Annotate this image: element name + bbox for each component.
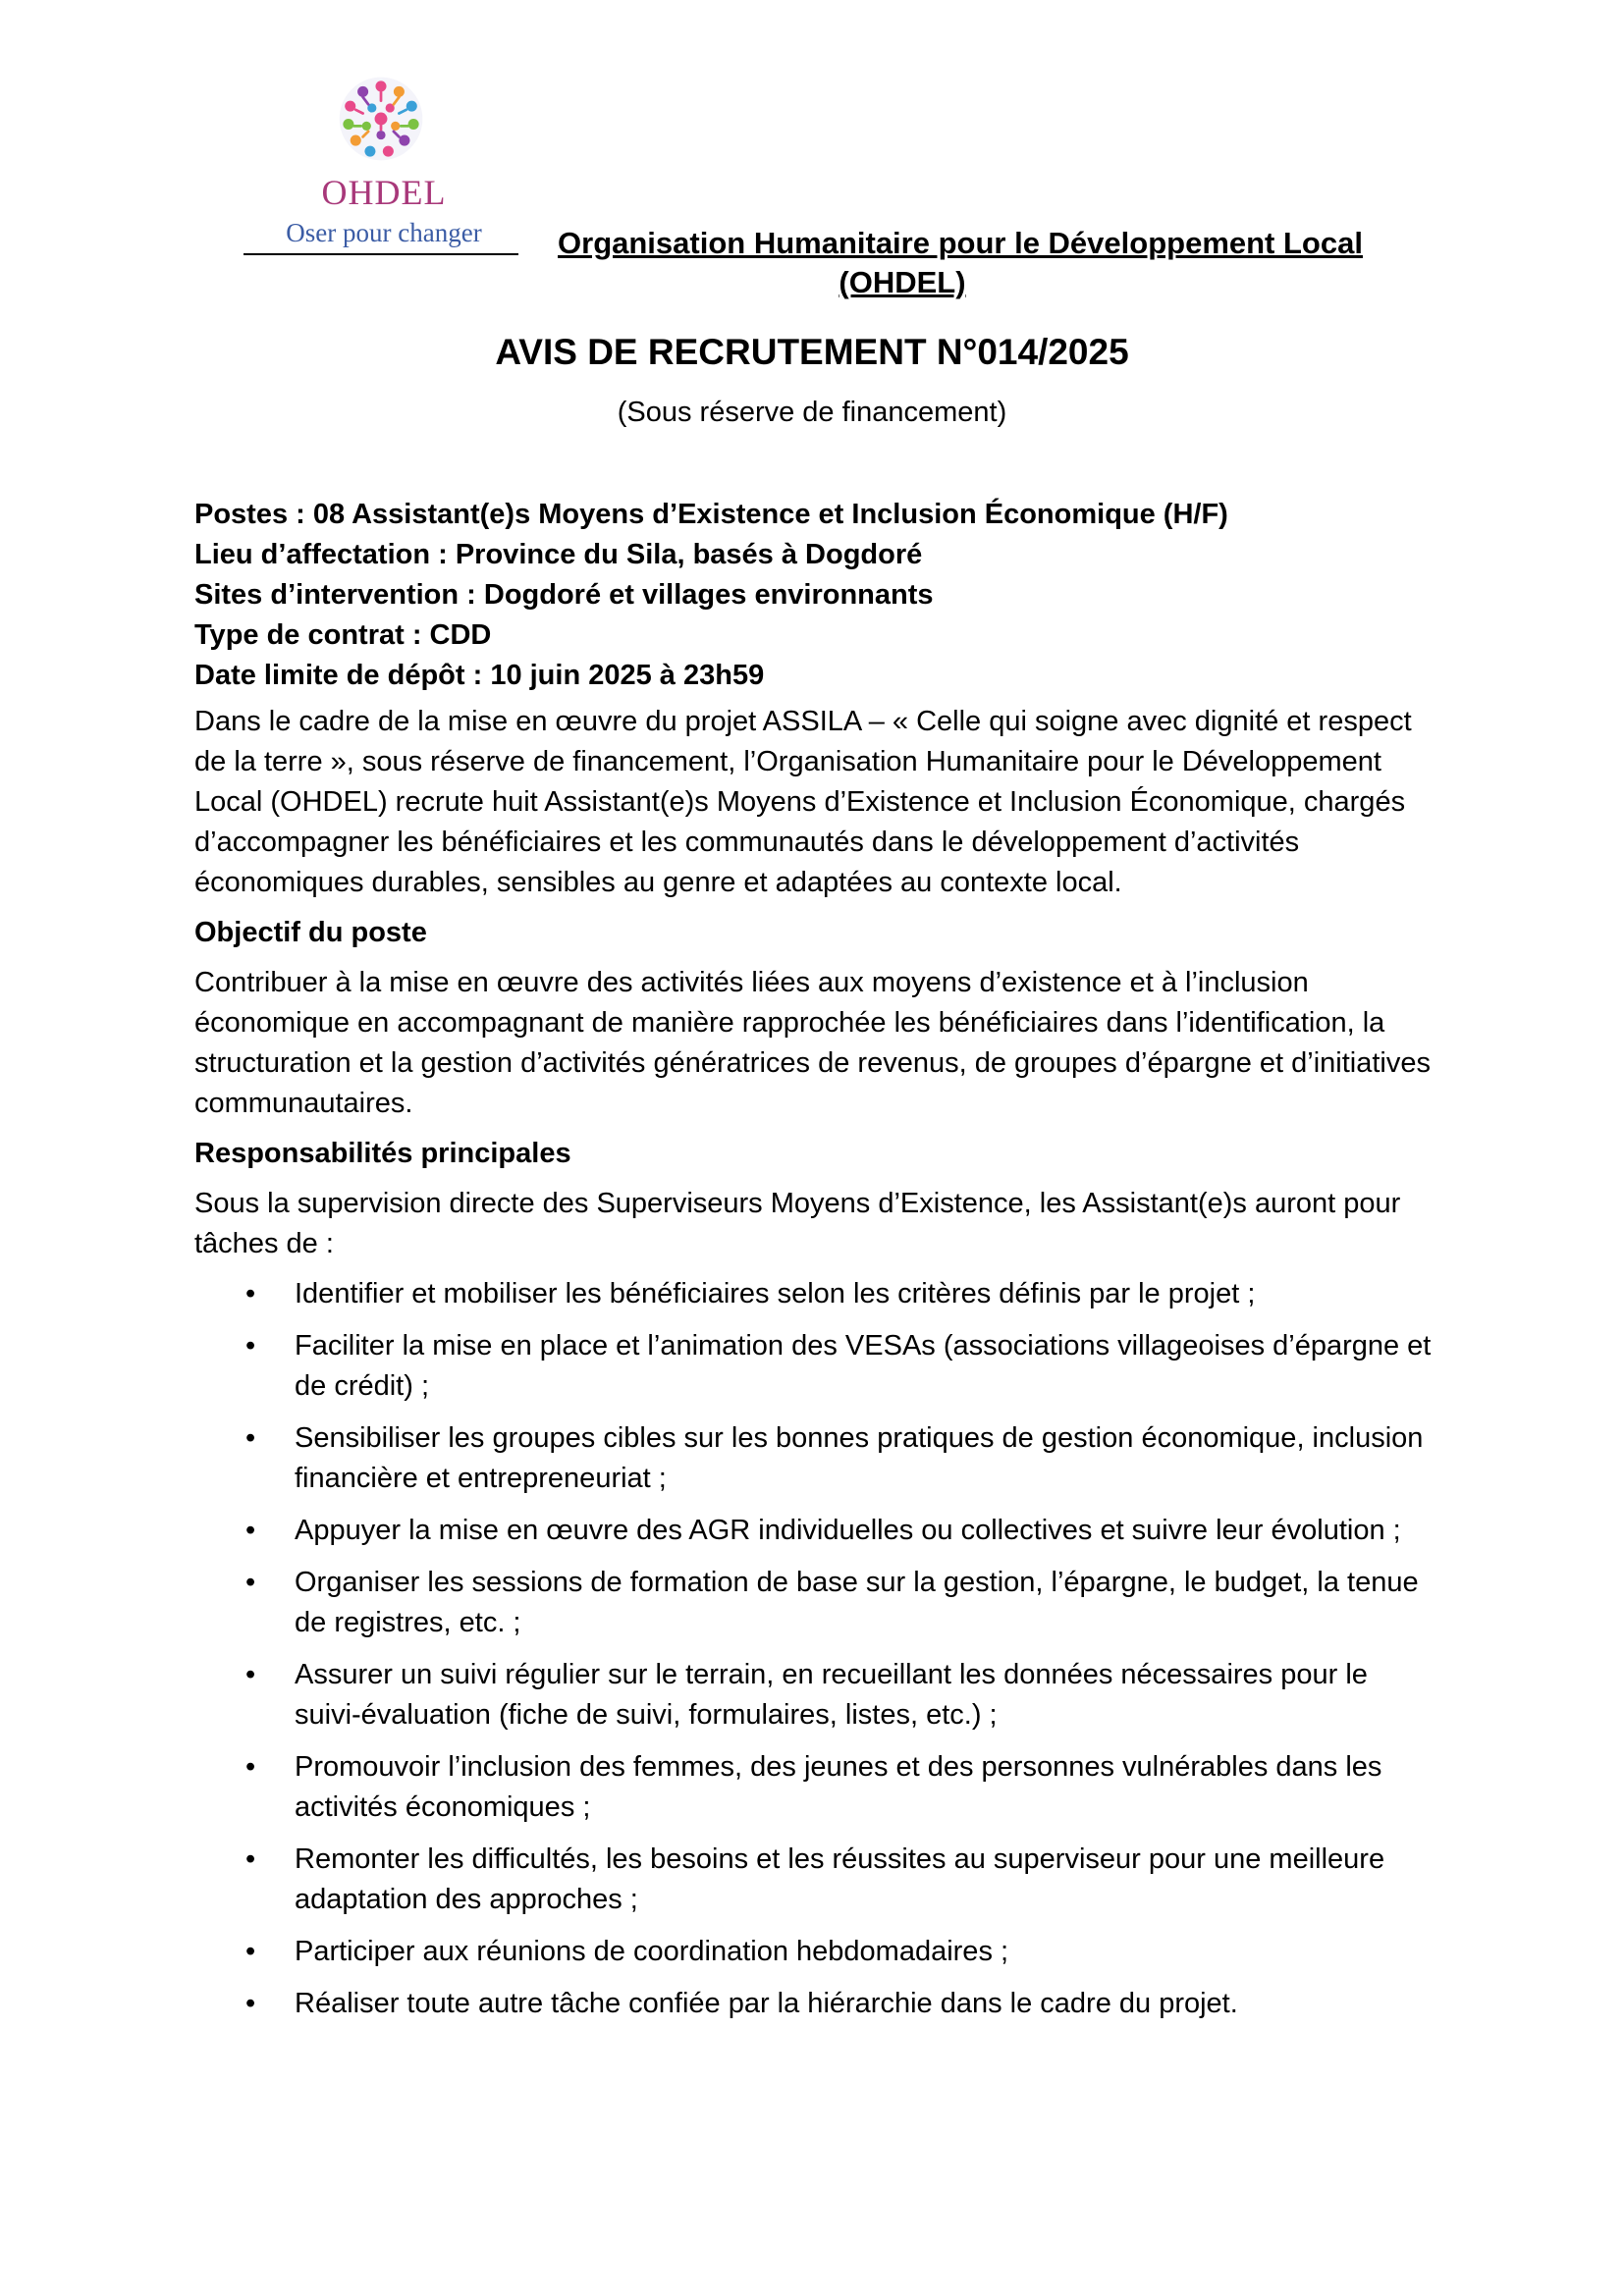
list-item <box>194 1418 1441 1499</box>
bullet-icon: • <box>245 1751 256 1783</box>
detail-deadline: Date limite de dépôt : 10 juin 2025 à 23h59 <box>194 660 765 691</box>
bullet-icon: • <box>245 1422 256 1454</box>
list-item <box>194 1747 1441 1828</box>
list-item <box>194 1326 1441 1407</box>
bullet-icon: • <box>245 1515 256 1546</box>
detail-location: Lieu d’affectation : Province du Sila, basés à Dogdoré <box>194 539 923 570</box>
bullet-icon: • <box>245 1843 256 1875</box>
list-item-text: Assurer un suivi régulier sur le terrain, en recueillant les données nécessaires pour le suivi-évaluation (fiche de suivi, formulaires, listes, etc.) ; <box>295 1659 1368 1731</box>
list-item-text: Organiser les sessions de formation de base sur la gestion, l’épargne, le budget, la tenue de registres, etc. ; <box>295 1567 1419 1638</box>
notice-subtitle: (Sous réserve de financement) <box>617 397 1007 428</box>
list-item <box>194 1840 1441 1920</box>
list-item <box>194 1984 1441 2024</box>
list-item-text: Appuyer la mise en œuvre des AGR individuelles ou collectives et suivre leur évolution ; <box>295 1515 1401 1546</box>
responsibilities-heading: Responsabilités principales <box>194 1138 571 1169</box>
intro-paragraph: Dans le cadre de la mise en œuvre du projet ASSILA – « Celle qui soigne avec dignité et respect de la terre », sous réserve de financement, l’Organisation Humanitaire pour le Développement Local (OHDEL) recrute huit Assistant(e)s Moyens d’Existence et Inclusion Économique, chargés d’accompagner les bénéficiaires et les communautés dans le développement d’activités économiques durables, sensibles au genre et adaptées au contexte local. <box>194 706 1412 898</box>
list-item <box>194 1274 1441 1314</box>
organization-acronym: (OHDEL) <box>839 265 966 299</box>
header-underline <box>244 253 518 255</box>
list-item <box>194 1563 1441 1643</box>
list-item-text: Identifier et mobiliser les bénéficiaires selon les critères définis par le projet ; <box>295 1278 1256 1309</box>
organization-name: Organisation Humanitaire pour le Développement Local <box>558 226 1363 260</box>
bullet-icon: • <box>245 1936 256 1967</box>
list-item-text: Réaliser toute autre tâche confiée par la hiérarchie dans le cadre du projet. <box>295 1988 1238 2019</box>
organization-title <box>518 224 1402 302</box>
bullet-icon: • <box>245 1659 256 1690</box>
detail-contract-type: Type de contrat : CDD <box>194 619 492 651</box>
list-item-text: Remonter les difficultés, les besoins et les réussites au superviseur pour une meilleure adaptation des approches ; <box>295 1843 1385 1915</box>
bullet-icon: • <box>245 1330 256 1362</box>
list-item <box>194 1511 1441 1551</box>
logo-name: OHDEL <box>321 173 447 212</box>
detail-positions: Postes : 08 Assistant(e)s Moyens d’Existence et Inclusion Économique (H/F) <box>194 499 1228 530</box>
document-body <box>194 495 1441 2036</box>
list-item <box>194 1655 1441 1735</box>
list-item-text: Faciliter la mise en place et l’animation des VESAs (associations villageoises d’épargne et de crédit) ; <box>295 1330 1432 1402</box>
objective-paragraph: Contribuer à la mise en œuvre des activités liées aux moyens d’existence et à l’inclusion économique en accompagnant de manière rapprochée les bénéficiaires dans l’identification, la structuration et la gestion d’activités génératrices de revenus, de groupes d’épargne et d’initiatives communautaires. <box>194 967 1432 1119</box>
list-item-text: Participer aux réunions de coordination hebdomadaires ; <box>295 1936 1009 1967</box>
responsibilities-list <box>194 1274 1441 2024</box>
bullet-icon: • <box>245 1988 256 2019</box>
list-item-text: Promouvoir l’inclusion des femmes, des jeunes et des personnes vulnérables dans les activités économiques ; <box>295 1751 1382 1823</box>
objective-heading: Objectif du poste <box>194 917 427 948</box>
logo-tagline: Oser pour changer <box>286 218 482 247</box>
ohdel-logo <box>257 74 513 255</box>
bullet-icon: • <box>245 1567 256 1598</box>
notice-title: AVIS DE RECRUTEMENT N°014/2025 <box>495 332 1129 372</box>
list-item-text: Sensibiliser les groupes cibles sur les bonnes pratiques de gestion économique, inclusion financière et entrepreneuriat ; <box>295 1422 1424 1494</box>
ohdel-globe-logo-icon <box>336 74 426 164</box>
list-item <box>194 1932 1441 1972</box>
detail-sites: Sites d’intervention : Dogdoré et villages environnants <box>194 579 934 611</box>
responsibilities-intro: Sous la supervision directe des Superviseurs Moyens d’Existence, les Assistant(e)s auront pour tâches de : <box>194 1188 1401 1259</box>
bullet-icon: • <box>245 1278 256 1309</box>
